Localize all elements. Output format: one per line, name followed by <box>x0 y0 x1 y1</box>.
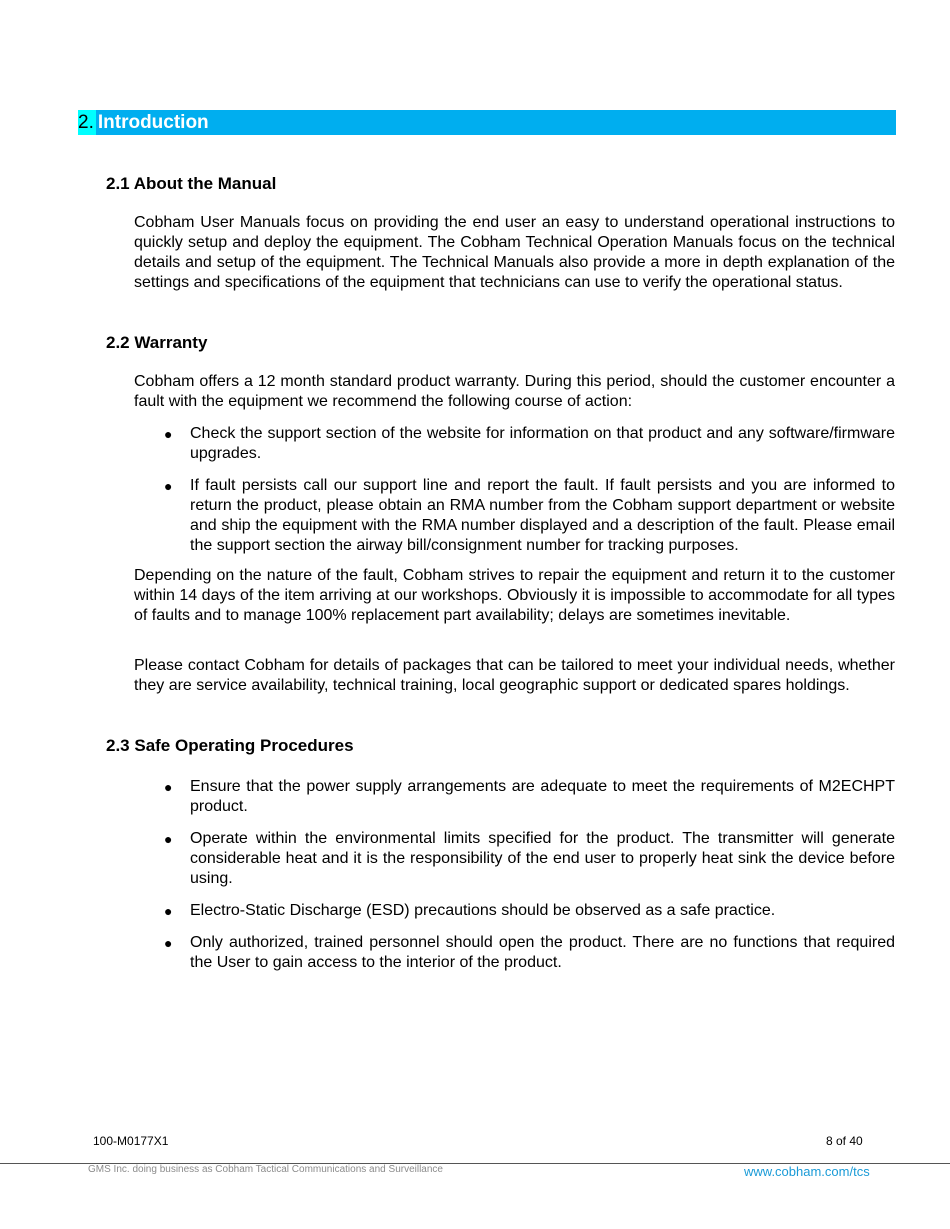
bullet-icon: ● <box>164 426 173 442</box>
list-item-text: Only authorized, trained personnel should open the product. There are no functions that required the User to gain access to the interior of the product. <box>190 934 895 971</box>
footer-website-link[interactable]: www.cobham.com/tcs <box>744 1164 870 1179</box>
warranty-intro-paragraph: Cobham offers a 12 month standard product warranty. During this period, should the customer encounter a fault with the equipment we recommend the following course of action: <box>134 373 895 410</box>
list-item-text: Operate within the environmental limits specified for the product. The transmitter will generate considerable heat and it is the responsibility of the end user to properly heat sink the device before using. <box>190 830 895 887</box>
section-number: 2. <box>78 112 94 133</box>
footer-page-number: 8 of 40 <box>826 1134 863 1148</box>
list-item <box>134 476 895 556</box>
safety-bullet-list <box>134 777 895 985</box>
section-header-bar <box>78 110 896 135</box>
bullet-icon: ● <box>164 935 173 951</box>
footer-doc-number: 100-M0177X1 <box>93 1134 169 1148</box>
bullet-icon: ● <box>164 779 173 795</box>
footer-company: GMS Inc. doing business as Cobham Tactical Communications and Surveillance <box>88 1164 443 1175</box>
heading-safe-operating: 2.3 Safe Operating Procedures <box>106 736 354 755</box>
list-item-text: Check the support section of the website for information on that product and any software/firmware upgrades. <box>190 425 895 462</box>
list-item <box>134 424 895 464</box>
heading-warranty: 2.2 Warranty <box>106 333 208 352</box>
section-title: Introduction <box>97 112 209 133</box>
list-item <box>134 829 895 889</box>
bullet-icon: ● <box>164 478 173 494</box>
warranty-contact-paragraph: Please contact Cobham for details of packages that can be tailored to meet your individual needs, whether they are service availability, technical training, local geographic support or dedicated spares holdings. <box>134 657 895 694</box>
list-item <box>134 901 895 921</box>
warranty-bullet-list <box>134 424 895 568</box>
bullet-icon: ● <box>164 903 173 919</box>
warranty-repair-paragraph: Depending on the nature of the fault, Cobham strives to repair the equipment and return it to the customer within 14 days of the item arriving at our workshops. Obviously it is impossible to accommodate for all types of faults and to manage 100% replacement part availability; delays are sometimes inevitable. <box>134 567 895 624</box>
list-item-text: Ensure that the power supply arrangements are adequate to meet the requirements of M2ECHPT product. <box>190 778 895 815</box>
list-item-text: Electro-Static Discharge (ESD) precautions should be observed as a safe practice. <box>190 902 776 919</box>
list-item <box>134 933 895 973</box>
list-item-text: If fault persists call our support line and report the fault. If fault persists and you are informed to return the product, please obtain an RMA number from the Cobham support department or website and ship the equipment with the RMA number displayed and a description of the fault. Please email the support section the airway bill/consignment number for tracking purposes. <box>190 477 895 554</box>
about-manual-paragraph: Cobham User Manuals focus on providing the end user an easy to understand operational instructions to quickly setup and deploy the equipment. The Cobham Technical Operation Manuals focus on the technical details and setup of the equipment. The Technical Manuals also provide a more in depth explanation of the settings and specifications of the equipment that technicians can use to verify the operational status. <box>134 214 895 291</box>
list-item <box>134 777 895 817</box>
bullet-icon: ● <box>164 831 173 847</box>
heading-about-manual: 2.1 About the Manual <box>106 174 277 193</box>
